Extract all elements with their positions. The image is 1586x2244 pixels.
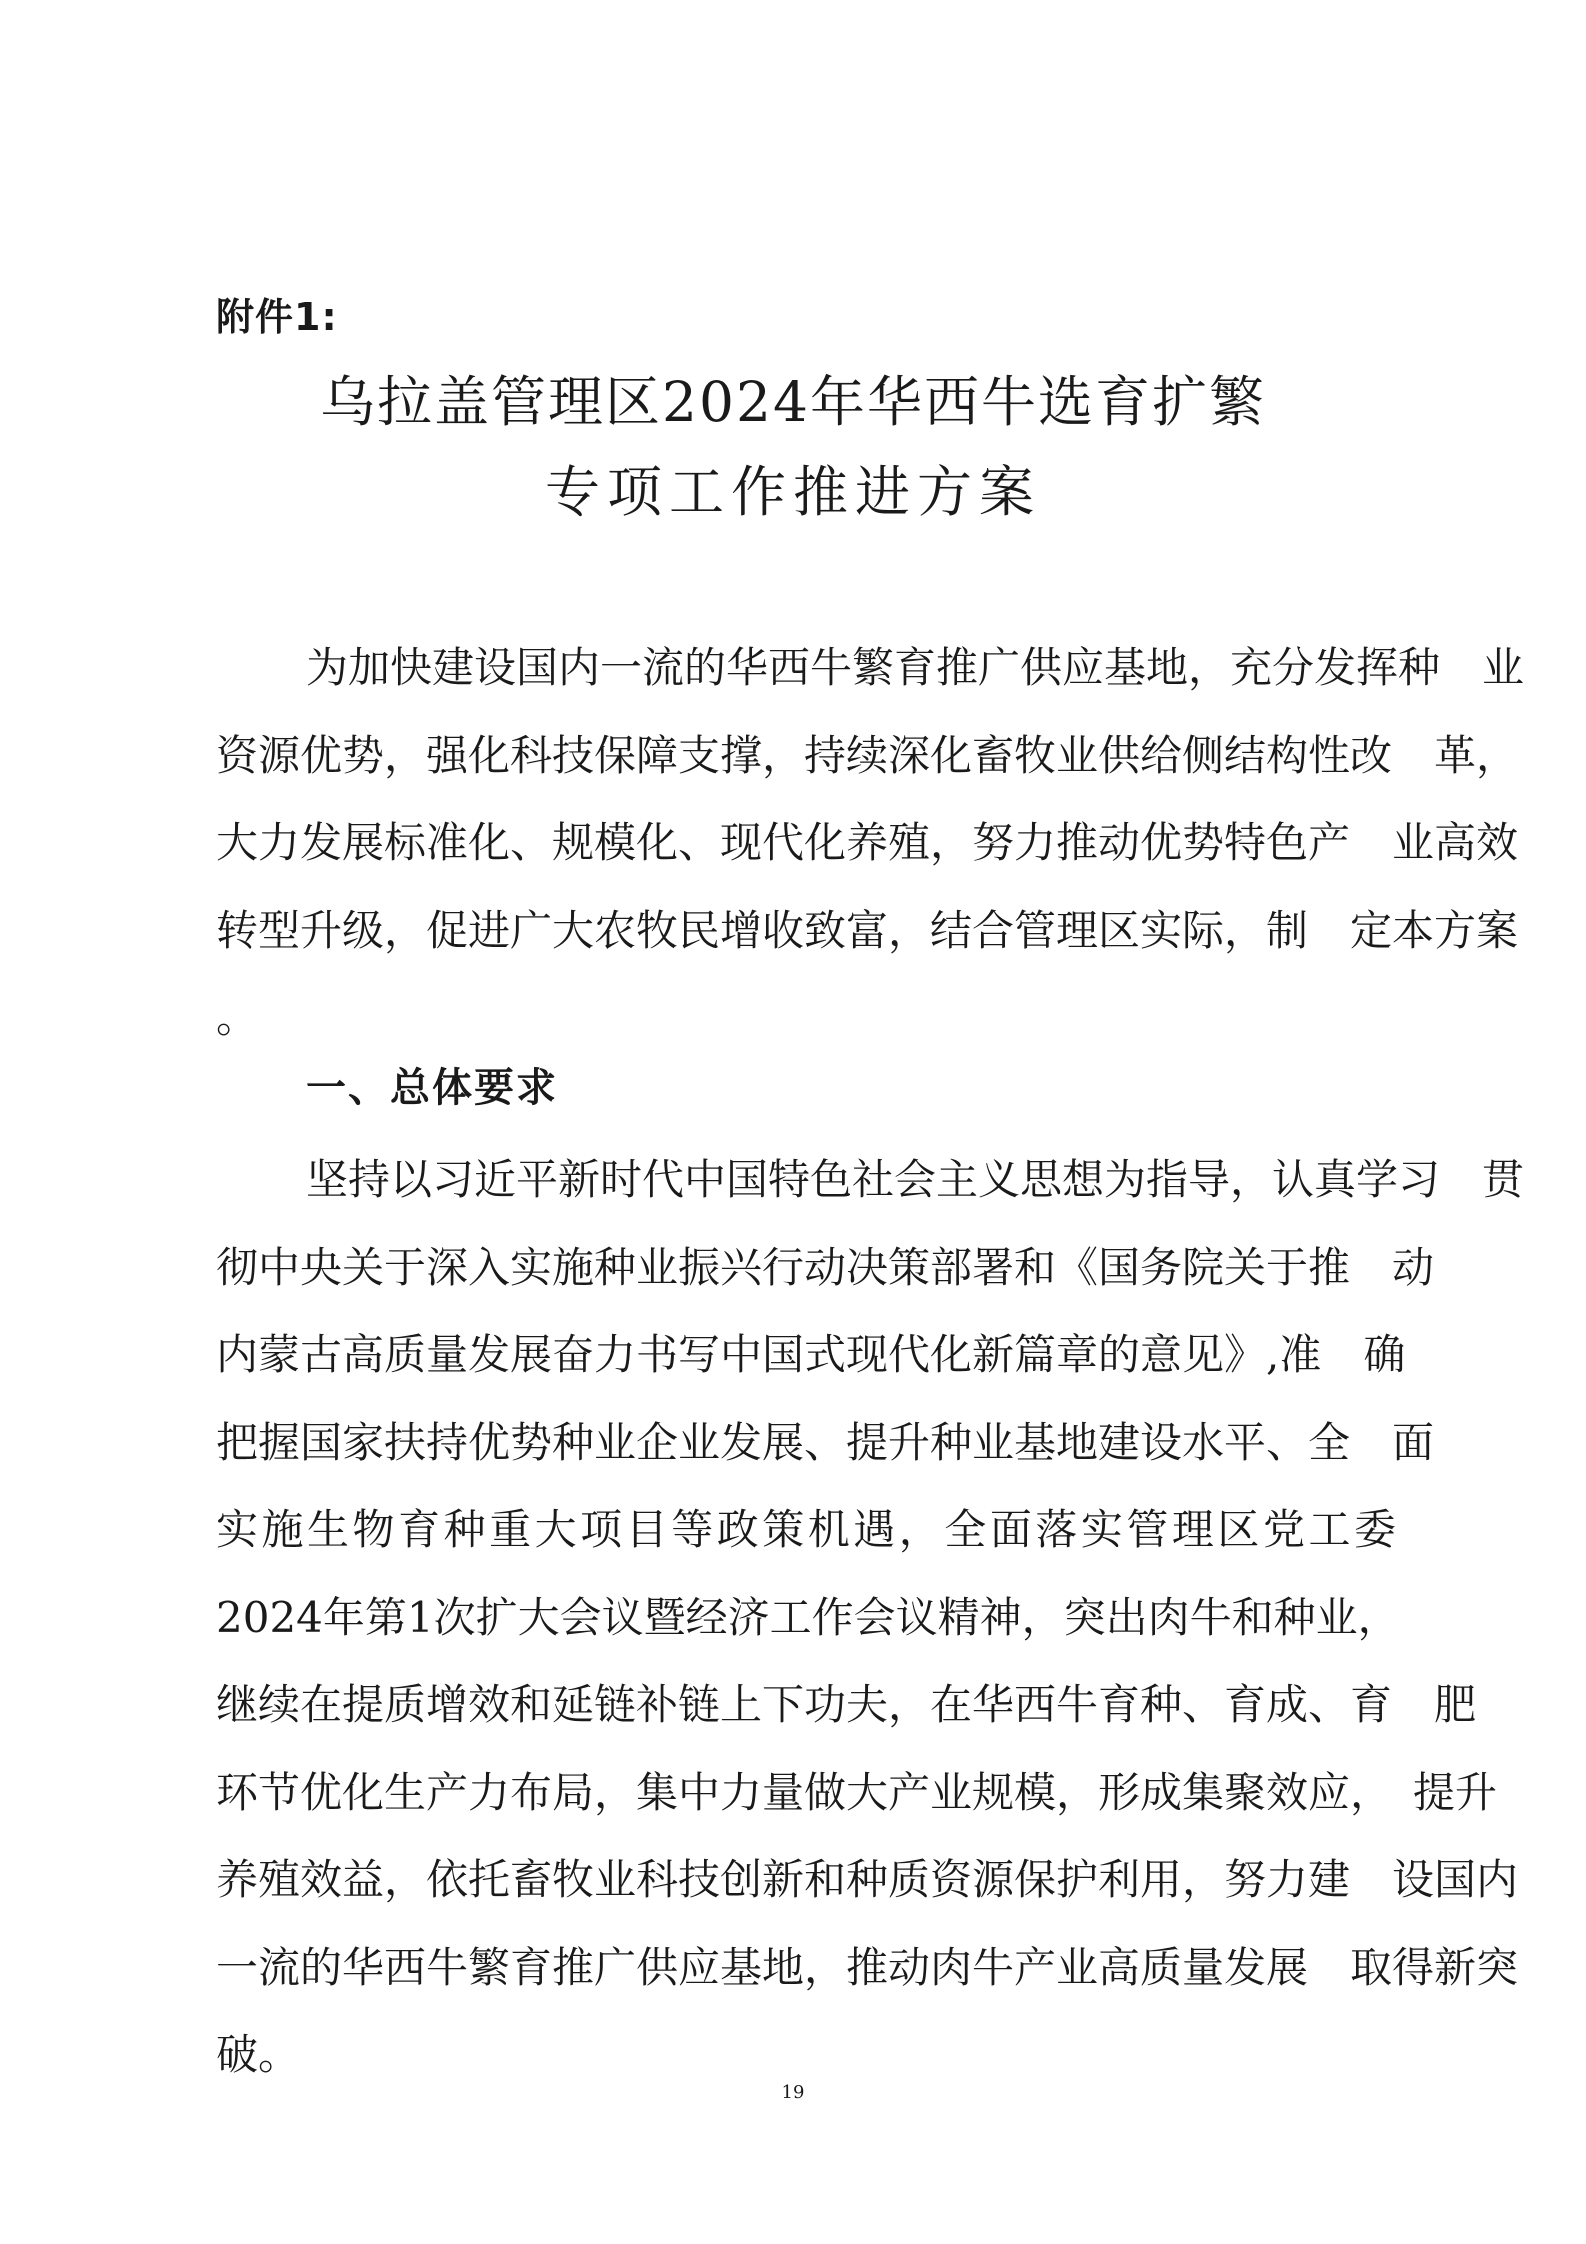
paragraph-line: 坚持以习近平新时代中国特色社会主义思想为指导，认真学习 贯 (306, 1155, 1525, 1204)
paragraph-line: 为加快建设国内一流的华西牛繁育推广供应基地，充分发挥种 业 (306, 643, 1525, 692)
document-title-line-2: 专项工作推进方案 (544, 460, 1041, 524)
paragraph-line: 2024年第1次扩大会议暨经济工作会议精神，突出肉牛和种业， (216, 1592, 1400, 1642)
intro-paragraph (216, 624, 1525, 1062)
paragraph-line: 。 (216, 993, 259, 1042)
paragraph-line: 大力发展标准化、规模化、现代化养殖，努力推动优势特色产 业高效 (216, 818, 1519, 867)
document-title-line-1: 乌拉盖管理区2024年华西牛选育扩繁 (320, 370, 1266, 434)
section-paragraph (216, 1136, 1525, 2099)
paragraph-line: 破。 (216, 2030, 301, 2079)
paragraph-line: 继续在提质增效和延链补链上下功夫，在华西牛育种、育成、育 肥 (216, 1680, 1477, 1729)
paragraph-line: 内蒙古高质量发展奋力书写中国式现代化新篇章的意见》,准 确 (216, 1330, 1406, 1379)
paragraph-line: 一流的华西牛繁育推广供应基地，推动肉牛产业高质量发展 取得新突 (216, 1942, 1519, 1992)
section-heading: 一、总体要求 (306, 1065, 558, 1111)
paragraph-line: 资源优势，强化科技保障支撑，持续深化畜牧业供给侧结构性改 革， (216, 730, 1519, 780)
paragraph-line: 环节优化生产力布局，集中力量做大产业规模，形成集聚效应， 提升 (216, 1767, 1498, 1817)
paragraph-line: 实施生物育种重大项目等政策机遇，全面落实管理区党工委 (216, 1505, 1396, 1554)
paragraph-line: 养殖效益，依托畜牧业科技创新和种质资源保护利用，努力建 设国内 (216, 1855, 1519, 1904)
paragraph-line: 彻中央关于深入实施种业振兴行动决策部署和《国务院关于推 动 (216, 1242, 1435, 1292)
paragraph-line: 转型升级，促进广大农牧民增收致富，结合管理区实际，制 定本方案 (216, 905, 1519, 955)
attachment-label: 附件1: (216, 295, 338, 339)
paragraph-line: 把握国家扶持优势种业企业发展、提升种业基地建设水平、全 面 (216, 1417, 1435, 1467)
page-number: 19 (781, 2082, 805, 2103)
